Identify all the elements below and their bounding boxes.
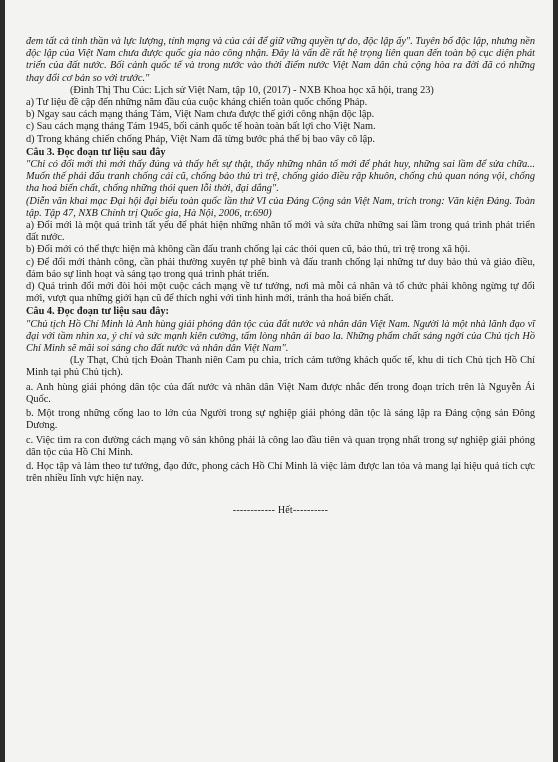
question-3-quote: "Chỉ có đổi mới thì mới thấy đúng và thấy hết sự thật, thấy những nhân tố mới để phát huy, những sai lầm để sửa chữa... Muốn thế phải đấu tranh chống cái cũ, chống bảo thủ trì trệ, chống giáo điều rập khuôn, chống chủ quan nóng vội, chống tha hoá biến chất, chống những thói quen lỗi thời, đại dắng". (26, 159, 535, 195)
question-3-title: Câu 3. Đọc đoạn tư liệu sau đây (26, 146, 166, 158)
option-b: b) Ngay sau cách mạng tháng Tám, Việt Nam chưa được thế giới công nhận độc lập. (26, 109, 375, 121)
passage-source: (Đinh Thị Thu Cúc: Lịch sử Việt Nam, tập 10, (2017) - NXB Khoa học xã hội, trang 23) (70, 84, 434, 96)
option-a: a) Tư liệu đề cập đến những năm đầu của cuộc kháng chiến toàn quốc chống Pháp. (26, 97, 368, 109)
option-b: b. Một trong những cống lao to lớn của Người trong sự nghiệp giải phóng dân tộc là sáng lập ra Đảng cộng sản Đông Dương. (26, 408, 535, 432)
option-d: d. Học tập và làm theo tư tưởng, đạo đức, phong cách Hồ Chí Minh là việc làm được lan tỏa và mang lại hiệu quả tích cực trên nhiều lĩnh vực hiện nay. (26, 460, 535, 485)
option-d: d) Trong kháng chiến chống Pháp, Việt Nam đã từng bước phá thế bị bao vây cô lập. (26, 133, 375, 145)
passage-quote-tail: đem tất cả tinh thần và lực lượng, tính mạng và của cải để giữ vững quyền tự do, độc lập ấy". Tuyên bố độc lập, nhưng nền độc lập của Việt Nam chưa được quốc gia nào công nhận. Đây là vấn đề rất hệ trọng liên quan đến toàn bộ cục diện phát triển của đất nước. Bối cảnh quốc tế và trong nước vào thời điểm nước Việt Nam dân chủ cộng hòa ra đời đã có những thay đổi cơ bản so với trước." (26, 36, 535, 84)
question-4-source: (Ly Thạt, Chủ tịch Đoàn Thanh niên Cam pu chia, trích cảm tưởng khách quốc tế, khu di tích Chủ tịch Hồ Chí Minh tại phủ Chủ tịch). (26, 355, 535, 379)
option-d: d) Quá trình đổi mới đòi hỏi một cuộc cách mạng về tư tưởng, nơi mà mỗi cá nhân và tổ chức phải không ngừng tự đổi mới, vượt qua những giới hạn cũ để thích nghi với tình hình mới, tránh tha hoá biến chất. (26, 281, 535, 305)
question-4-title: Câu 4. Đọc đoạn tư liệu sau đây: (26, 306, 169, 318)
option-c: c) Để đổi mới thành công, cần phải thường xuyên tự phê bình và đấu tranh chống lại những tư duy bảo thủ và giáo điều, đảm bảo sự linh hoạt và sáng tạo trong quá trình phát triển. (26, 256, 535, 280)
question-3-source: (Diễn văn khai mạc Đại hội đại biểu toàn quốc lần thứ VI của Đảng Cộng sản Việt Nam, trích trong: Văn kiện Đảng. Toàn tập. Tập 47, NXB Chính trị Quốc gia, Hà Nội, 2006, tr.690) (26, 195, 535, 219)
end-marker: ------------ Hết---------- (232, 505, 329, 517)
option-a: a) Đổi mới là một quá trình tất yếu để phát hiện những nhân tố mới và sửa chữa những sai lầm trong quá trình phát triển đất nước. (26, 220, 535, 244)
option-b: b) Đổi mới có thể thực hiện mà không cần đấu tranh chống lại các thói quen cũ, bảo thủ, trì trệ trong xã hội. (26, 244, 471, 256)
option-a: a. Anh hùng giải phóng dân tộc của đất nước và nhân dân Việt Nam được nhắc đến trong đoạn trích trên là Nguyễn Ái Quốc. (26, 381, 535, 405)
option-c: c) Sau cách mạng tháng Tám 1945, bối cảnh quốc tế hoàn toàn bất lợi cho Việt Nam. (26, 121, 376, 133)
option-c: c. Việc tìm ra con đường cách mạng vô sản không phải là công lao đầu tiên và quan trọng nhất trong sự nghiệp giải phóng dân tộc của Hồ Chí Minh. (26, 434, 535, 458)
question-4-quote: "Chủ tịch Hồ Chí Minh là Anh hùng giải phóng dân tộc của đất nước và nhân dân Việt Nam. Người là một nhà lãnh đạo vĩ đại với tầm nhìn xa, ý chí và sức mạnh kiên cường, tấm lòng nhân ái bao la. Những phẩm chất sáng ngời của Chủ tịch Hồ Chí Minh sẽ mãi soi sáng cho đất nước và nhân dân Việt Nam". (26, 318, 535, 355)
document-page (5, 0, 553, 762)
